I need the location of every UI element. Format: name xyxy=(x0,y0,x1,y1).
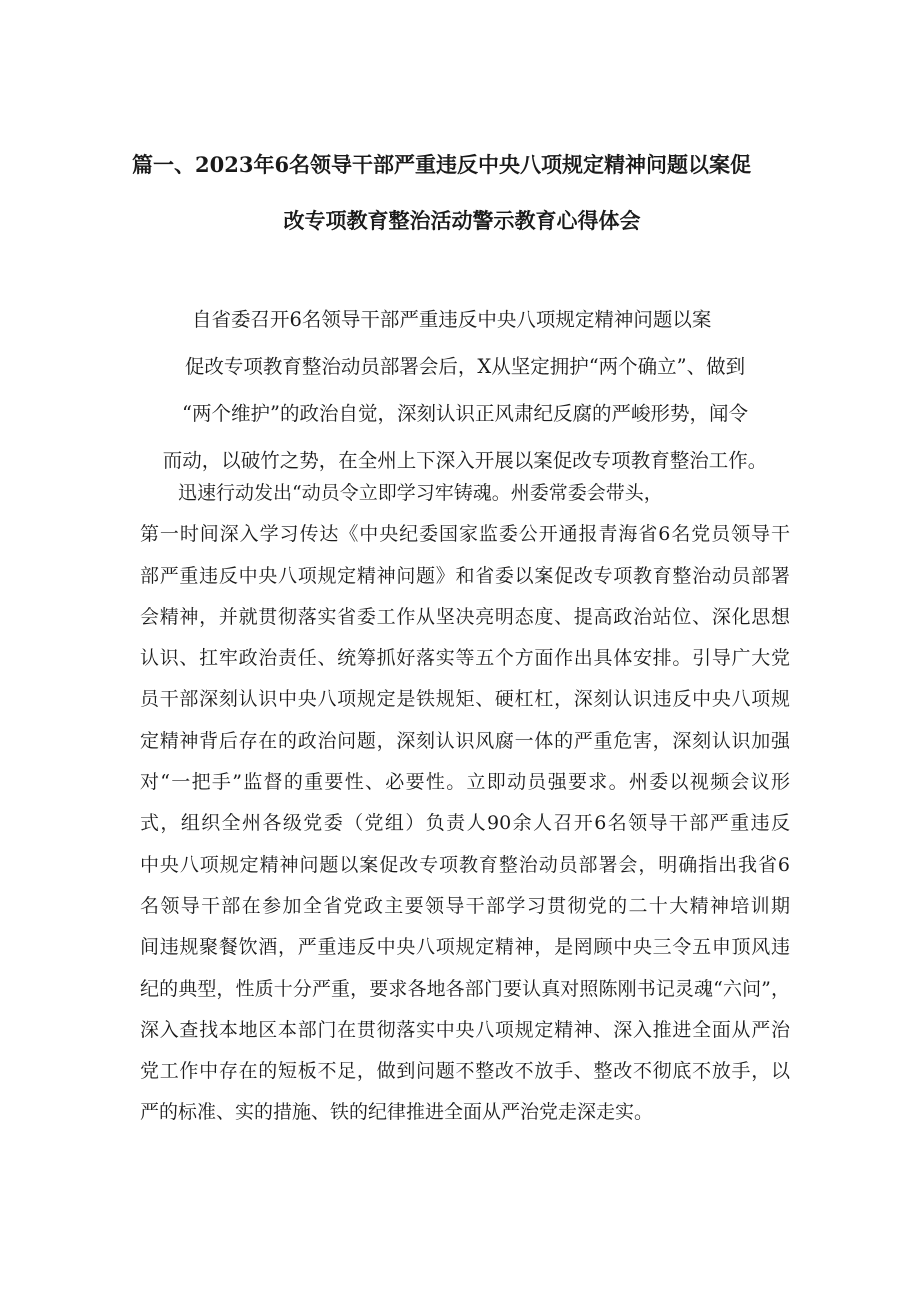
intro-paragraph xyxy=(150,296,780,484)
body-line: 间违规聚餐饮酒，严重违反中央八项规定精神，是罔顾中央三令五申顶风违 xyxy=(140,936,790,959)
body-line: 深入查找本地区本部门在贯彻落实中央八项规定精神、深入推进全面从严治 xyxy=(140,1018,790,1041)
intro-line: “两个维护”的政治自觉，深刻认识正风肃纪反腐的严峻形势，闻令 xyxy=(182,402,748,425)
body-line: 名领导干部在参加全省党政主要领导干部学习贯彻党的二十大精神培训期 xyxy=(140,894,790,917)
body-line: 严的标准、实的措施、铁的纪律推进全面从严治党走深走实。 xyxy=(140,1101,654,1124)
body-line: 认识、扛牢政治责任、统筹抓好落实等五个方面作出具体安排。引导广大党 xyxy=(140,647,790,670)
body-line: 部严重违反中央八项规定精神问题》和省委以案促改专项教育整治动员部署 xyxy=(140,564,790,587)
body-line: 第一时间深入学习传达《中央纪委国家监委公开通报青海省6名党员领导干 xyxy=(140,523,790,546)
body-line: 中央八项规定精神问题以案促改专项教育整治动员部署会，明确指出我省6 xyxy=(140,853,790,876)
intro-line: 而动，以破竹之势，在全州上下深入开展以案促改专项教育整治工作。 xyxy=(162,449,768,472)
body-line: 迅速行动发出“动员令立即学习牢铸魂。州委常委会带头， xyxy=(178,482,663,504)
body-line: 对“一把手”监督的重要性、必要性。立即动员强要求。州委以视频会议形 xyxy=(140,771,790,794)
document-title-line-1: 篇一、2023年6名领导干部严重违反中央八项规定精神问题以案促 xyxy=(132,152,752,177)
body-line: 员干部深刻认识中央八项规定是铁规矩、硬杠杠，深刻认识违反中央八项规 xyxy=(140,688,790,711)
body-line: 纪的典型，性质十分严重，要求各地各部门要认真对照陈刚书记灵魂“六问”， xyxy=(140,977,790,1000)
body-line: 会精神，并就贯彻落实省委工作从坚决亮明态度、提高政治站位、深化思想 xyxy=(140,605,790,628)
body-line: 定精神背后存在的政治问题，深刻认识风腐一体的严重危害，深刻认识加强 xyxy=(140,729,790,752)
body-paragraph xyxy=(140,473,790,1134)
intro-line: 促改专项教育整治动员部署会后，X从坚定拥护“两个确立”、做到 xyxy=(184,355,746,378)
body-line: 式，组织全州各级党委（党组）负责人90余人召开6名领导干部严重违反 xyxy=(140,812,790,835)
document-title-line-2: 改专项教育整治活动警示教育心得体会 xyxy=(283,208,641,233)
intro-line: 自省委召开6名领导干部严重违反中央八项规定精神问题以案 xyxy=(192,308,712,331)
body-line: 党工作中存在的短板不足，做到问题不整改不放手、整改不彻底不放手，以 xyxy=(140,1060,790,1083)
